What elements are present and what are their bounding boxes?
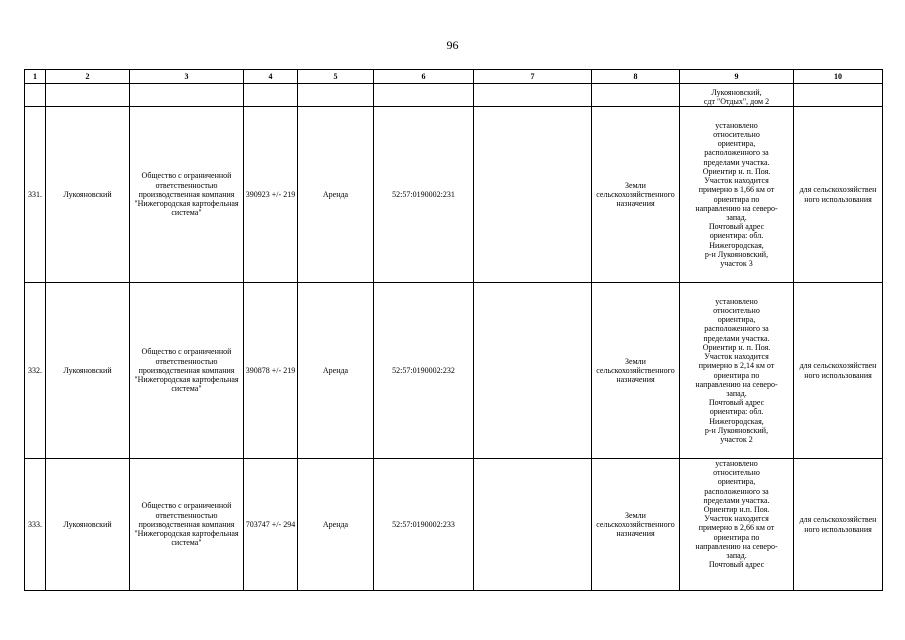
right-type-cell: Аренда <box>298 107 374 283</box>
right-type-cell: Аренда <box>298 283 374 459</box>
column-header: 3 <box>130 70 244 84</box>
empty-cell <box>474 283 592 459</box>
page-number: 96 <box>446 38 459 52</box>
column-header: 7 <box>474 70 592 84</box>
location-cell: Лукояновский, сдт "Отдых", дом 2 <box>680 84 794 107</box>
column-header: 5 <box>298 70 374 84</box>
table-cell <box>130 84 244 107</box>
land-category-cell: Земли сельскохозяйственного назначения <box>592 459 680 591</box>
column-header: 2 <box>46 70 130 84</box>
district-cell: Лукояновский <box>46 459 130 591</box>
column-header: 8 <box>592 70 680 84</box>
table-row <box>25 459 883 591</box>
area-cell: 703747 +/- 294 <box>244 459 298 591</box>
cadastre-number-cell: 52:57:0190002:231 <box>374 107 474 283</box>
purpose-cell: для сельскохозяйствен ного использования <box>794 459 883 591</box>
owner-cell: Общество с ограниченной ответственностью производственная компания "Нижегородская картофельная система" <box>130 283 244 459</box>
land-category-cell: Земли сельскохозяйственного назначения <box>592 283 680 459</box>
continuation-row <box>25 84 883 107</box>
land-category-cell: Земли сельскохозяйственного назначения <box>592 107 680 283</box>
purpose-cell: для сельскохозяйствен ного использования <box>794 283 883 459</box>
purpose-cell: для сельскохозяйствен ного использования <box>794 107 883 283</box>
owner-cell: Общество с ограниченной ответственностью производственная компания "Нижегородская картофельная система" <box>130 107 244 283</box>
table-row <box>25 283 883 459</box>
column-header: 4 <box>244 70 298 84</box>
column-header: 1 <box>25 70 46 84</box>
table-cell <box>298 84 374 107</box>
cadastre-number-cell: 52:57:0190002:232 <box>374 283 474 459</box>
row-number: 331. <box>25 107 46 283</box>
owner-cell: Общество с ограниченной ответственностью производственная компания "Нижегородская картофельная система" <box>130 459 244 591</box>
column-header: 6 <box>374 70 474 84</box>
column-header-row <box>25 70 883 84</box>
table-cell <box>794 84 883 107</box>
table-cell <box>592 84 680 107</box>
row-number: 333. <box>25 459 46 591</box>
empty-cell <box>474 107 592 283</box>
area-cell: 390878 +/- 219 <box>244 283 298 459</box>
district-cell: Лукояновский <box>46 283 130 459</box>
table-cell <box>244 84 298 107</box>
area-cell: 390923 +/- 219 <box>244 107 298 283</box>
table-cell <box>25 84 46 107</box>
column-header: 9 <box>680 70 794 84</box>
empty-cell <box>474 459 592 591</box>
district-cell: Лукояновский <box>46 107 130 283</box>
location-cell: установлено относительно ориентира, расположенного за пределами участка. Ориентир н. п. Поя. Участок находится примерно в 2,14 км от ориентира по направлению на северо- запад. Почтовый адрес ориентира: обл. Нижегородская, р-н Лукояновский, участок 2 <box>680 283 794 459</box>
row-number: 332. <box>25 283 46 459</box>
table-row <box>25 107 883 283</box>
location-cell-wrap <box>680 459 794 591</box>
table-cell <box>374 84 474 107</box>
table-cell <box>474 84 592 107</box>
table-cell <box>46 84 130 107</box>
right-type-cell: Аренда <box>298 459 374 591</box>
cadastre-number-cell: 52:57:0190002:233 <box>374 459 474 591</box>
location-cell: установлено относительно ориентира, расположенного за пределами участка. Ориентир н.п. Поя. Участок находится примерно в 2,66 км от ориентира по направлению на северо- запад. Почтовый адрес <box>695 459 778 570</box>
location-cell: установлено относительно ориентира, расположенного за пределами участка. Ориентир н. п. Поя. Участок находится примерно в 1,66 км от ориентира по направлению на северо- запад. Почтовый адрес ориентира: обл. Нижегородская, р-н Лукояновский, участок 3 <box>680 107 794 283</box>
column-header: 10 <box>794 70 883 84</box>
land-plots-table <box>24 69 883 591</box>
